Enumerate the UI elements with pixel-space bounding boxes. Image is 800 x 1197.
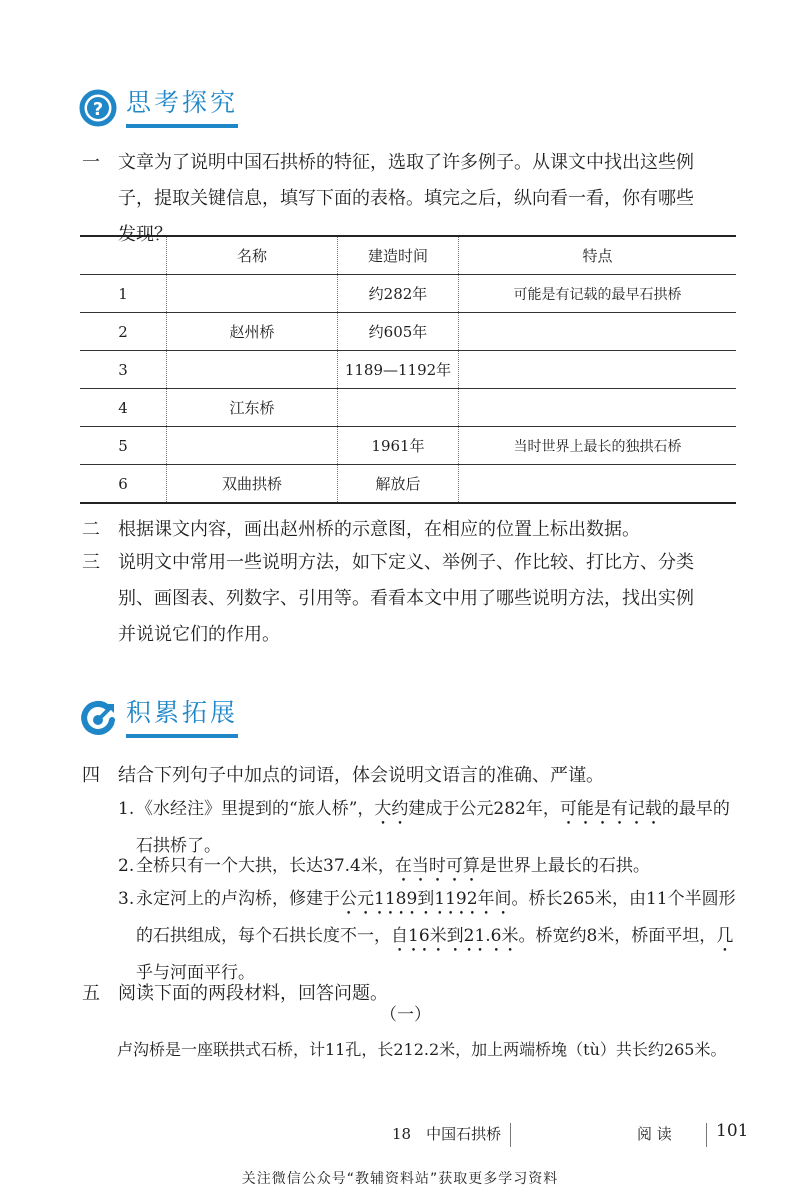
table-header: 特点 (459, 236, 737, 275)
table-cell (167, 427, 338, 465)
table-header: 名称 (167, 236, 338, 275)
table-cell (338, 389, 459, 427)
question-line: 并说说它们的作用。 (118, 624, 280, 645)
table-cell (459, 389, 737, 427)
table-cell (459, 313, 737, 351)
page-number: 101 (716, 1121, 749, 1141)
svg-text:?: ? (92, 99, 104, 120)
section-title: 思考探究 (126, 88, 238, 128)
footer-lesson: 18 中国石拱桥 (392, 1125, 502, 1143)
table-row (80, 427, 736, 465)
watermark-text: 关注微信公众号“教辅资料站”获取更多学习资料 (241, 1171, 559, 1187)
table-row (80, 313, 736, 351)
emphasis-word: 在当时可算 (394, 856, 480, 876)
question-2 (82, 512, 762, 548)
table-cell: 1 (80, 275, 167, 313)
q4-item-2: 2. 全桥只有一个大拱，长达37.4米，在当时可算是世界上最长的石拱。 (118, 856, 650, 876)
question-line: 说明文中常用一些说明方法，如下定义、举例子、作比较、打比方、分类 (118, 552, 694, 573)
table-cell: 2 (80, 313, 167, 351)
table-cell: 解放后 (338, 465, 459, 504)
passage-text: 卢沟桥是一座联拱式石桥，计11孔，长212.2米，加上两端桥堍（tù）共长约265米。 (117, 1040, 727, 1059)
circular-arrow-icon (78, 698, 118, 738)
table-header-row (80, 236, 736, 275)
table-cell: 约605年 (338, 313, 459, 351)
footer-divider (510, 1123, 511, 1147)
table-cell: 当时世界上最长的独拱石桥 (459, 427, 737, 465)
table-cell: 1189—1192年 (338, 351, 459, 389)
q4-item-1: 1. 《水经注》里提到的“旅人桥”，大约建成于公元282年，可能是有记载的最早的 石拱桥了。 (118, 799, 730, 856)
table-cell (459, 465, 737, 504)
section-header-thinking (78, 88, 238, 128)
table-cell (459, 351, 737, 389)
question-number: 二 (82, 519, 100, 540)
q4-item-3: 3. 永定河上的卢沟桥，修建于公元1189到1192年间。桥长265米，由11个半圆形 的石拱组成，每个石拱长度不一，自16米到21.6米。桥宽约8米，桥面平坦，几 乎与河面平行。 (118, 889, 736, 983)
emphasis-word: 公元1189到1192年间 (340, 889, 512, 909)
table-header (80, 236, 167, 275)
section-header-extension (78, 698, 238, 738)
table-row (80, 389, 736, 427)
section-title: 积累拓展 (126, 698, 238, 738)
question-3 (82, 545, 762, 653)
question-text: 阅读下面的两段材料，回答问题。 (118, 983, 388, 1004)
question-line: 别、画图表、列数字、引用等。看看本文中用了哪些说明方法，找出实例 (118, 588, 694, 609)
question-line: 文章为了说明中国石拱桥的特征，选取了许多例子。从课文中找出这些例 (118, 152, 694, 173)
table-cell: 江东桥 (167, 389, 338, 427)
table-cell: 可能是有记载的最早石拱桥 (459, 275, 737, 313)
question-number: 五 (82, 983, 100, 1004)
emphasis-word: 乎 (136, 963, 153, 983)
passage-label: （一） (380, 1005, 431, 1025)
emphasis-word: 自16米到21.6米 (391, 926, 519, 946)
question-line: 子，提取关键信息，填写下面的表格。填完之后，纵向看一看，你有哪些 (118, 188, 694, 209)
question-number: 四 (82, 765, 100, 786)
question-text: 结合下列句子中加点的词语，体会说明文语言的准确、严谨。 (118, 765, 604, 786)
question-line: 发现？ (118, 224, 172, 245)
table-row (80, 351, 736, 389)
footer-category: 阅 读 (637, 1125, 672, 1143)
table-row (80, 275, 736, 313)
table-cell: 1961年 (338, 427, 459, 465)
table-row (80, 465, 736, 504)
table-cell: 5 (80, 427, 167, 465)
bridge-table (80, 235, 736, 504)
emphasis-word: 几 (716, 926, 734, 946)
emphasis-word: 可能是有记载 (559, 799, 662, 819)
table-cell: 赵州桥 (167, 313, 338, 351)
question-number: 三 (82, 552, 100, 573)
footer-divider (706, 1123, 707, 1147)
question-4 (82, 758, 762, 794)
question-text: 根据课文内容，画出赵州桥的示意图，在相应的位置上标出数据。 (118, 519, 640, 540)
table-cell: 双曲拱桥 (167, 465, 338, 504)
table-header: 建造时间 (338, 236, 459, 275)
table-cell: 约282年 (338, 275, 459, 313)
question-mark-icon (78, 88, 118, 128)
question-number: 一 (82, 152, 100, 173)
table-cell: 3 (80, 351, 167, 389)
table-cell: 6 (80, 465, 167, 504)
table-cell (167, 275, 338, 313)
emphasis-word: 大约 (374, 799, 409, 819)
table-cell: 4 (80, 389, 167, 427)
table-cell (167, 351, 338, 389)
